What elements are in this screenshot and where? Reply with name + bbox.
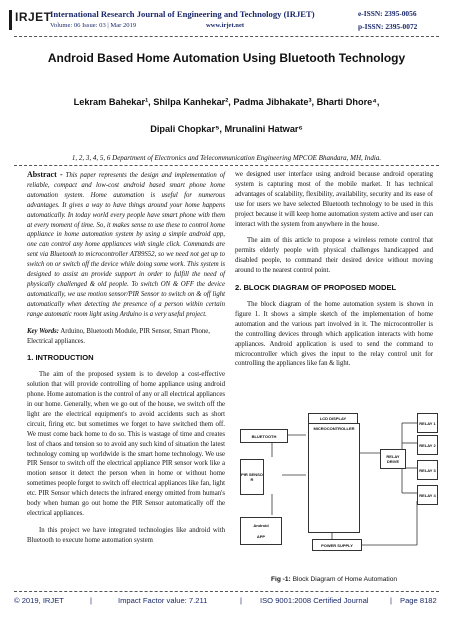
intro-heading: 1. INTRODUCTION [27, 353, 94, 363]
figure-caption-text: Block Diagram of Home Automation [292, 576, 398, 583]
page-footer [0, 592, 453, 612]
microcontroller-block: MICROCONTROLLER [308, 423, 360, 533]
relay-1-block: RELAY 1 [417, 413, 438, 433]
abstract-text: This paper represents the design and implementation of reliable, compact and low-cost android based smart phone home automation system. Home automation is useful for numerous advantages. It gives a way to have things around your home happens automatically. In today world every people have smart phone with them at every moment of time. So, it makes sense to use these to control home appliance in home automation system by using a simple android app, one can control any home appliances with single click. Commands are sent via Bluetooth to microcontroller AT89S52, so we need not get up to switch on or switch off the device while doing some work. This system is designed to assist an provide support in order to fulfill the need of physically challenged & old people. To switch ON & OFF the device automatically, we use motion sensor/PIR Sensor to switch on & off light automatically when detecting the presence of a person within certain range automatic room light using Arduino is a very useful project. [27, 172, 226, 318]
relay-drive-block: RELAY DRIVE [380, 449, 406, 469]
app-label: APP [256, 534, 266, 539]
header-divider [14, 36, 439, 37]
power-supply-block: POWER SUPPLY [312, 539, 362, 551]
bluetooth-block: BLUETOOTH [240, 429, 288, 443]
footer-page-number: Page 8182 [400, 596, 437, 605]
abstract-label: Abstract - [27, 170, 63, 179]
left-column [27, 170, 225, 546]
android-label: Android [253, 523, 269, 528]
affiliation-divider [14, 165, 439, 166]
relay-4-block: RELAY 4 [417, 485, 438, 505]
relay-2-block: RELAY 2 [417, 435, 438, 455]
abstract [27, 170, 225, 320]
android-app-block [240, 517, 282, 545]
keywords-label: Key Words: [27, 327, 60, 335]
figure-label: Fig -1: [270, 576, 291, 583]
figure-caption [235, 576, 433, 583]
eissn: e-ISSN: 2395-0056 [358, 9, 417, 18]
authors-line-1: Lekram Bahekar¹, Shilpa Kanhekar², Padma Jibhakate³, Bharti Dhore⁴, [73, 97, 380, 107]
footer-separator: | [240, 596, 242, 605]
keywords [27, 327, 225, 347]
pissn: p-ISSN: 2395-0072 [358, 22, 418, 31]
block-diagram-paragraph: The block diagram of the home automation system is shown in figure 1. It shows a simple sketch of the implementation of home automation and the various part involved in it. The microcontroller is the controlling devices through which application interacts with home appliances. Android application is used to send the command to microcontroller which gives the input to the relay control unit for controlling the appliances like fan & light. [235, 300, 433, 368]
footer-separator: | [90, 596, 92, 605]
footer-separator: | [390, 596, 392, 605]
intro-paragraph-2: In this project we have integrated technologies like android with Bluetooth to execute home automation system [27, 526, 225, 544]
footer-iso: ISO 9001:2008 Certified Journal [260, 596, 369, 605]
affiliation: 1, 2, 3, 4, 5, 6 Department of Electronics and Telecommunication Engineering MPCOE Bhandara, MH, India. [71, 154, 382, 162]
authors-line-2: Dipali Chopkar⁵, Mrunalini Hatwar⁶ [150, 124, 303, 134]
right-column [235, 170, 433, 369]
pir-sensor-block: PIR SENSO R [240, 459, 264, 495]
block-diagram [232, 413, 438, 573]
journal-name: International Research Journal of Engineering and Technology (IRJET) [50, 9, 315, 19]
block-diagram-heading: 2. BLOCK DIAGRAM OF PROPOSED MODEL [235, 283, 397, 293]
keywords-text: Arduino, Bluetooth Module, PIR Sensor, Smart Phone, Electrical appliances. [27, 327, 211, 345]
volume-line: Volume: 06 Issue: 03 | Mar 2019 [50, 22, 137, 29]
paper-title: Android Based Home Automation Using Bluetooth Technology [47, 51, 406, 65]
lcd-display-block: LCD DISPLAY [308, 413, 358, 424]
journal-website[interactable]: www.irjet.net [206, 22, 245, 29]
relay-3-block: RELAY 3 [417, 460, 438, 480]
journal-header [0, 0, 453, 40]
right-paragraph-1: we designed user interface using android because android operating system is capturing most of the mobile market. It has technical advantages of scalability, flexibility, availability, security and its ease of use for users we have selected Bluetooth technology to be used in this project because it will keep home automation system active and user can interact with the system from anywhere in the house. [235, 171, 433, 228]
intro-paragraph-1: The aim of the proposed system is to develop a cost-effective solution that will provide controlling of home appliance using android phone. Home automation is the control of any or all electrical appliances in our home. Generally, when we go out of the house, we switch off the light are the electrical equipment's to avoid accidents such as short circuit, firing etc. but sometimes we forget to have switched them off. We must come back home to do so. This is wastage of time and creates lost of chaos and tension so to avoid any such kind of situation the latest technology coming up worldwide is the smart home technology. We use PIR Sensor to switch off the electrical appliance PIR sensor work like a motion sensor it detect the person when in home or without home sometimes people forget to switch off electrical appliances like fan, light etc. PIR Sensor which detects the infrared energy omitted from human's body when human go out home the PIR Sensor automatically off the electrical appliances. [27, 371, 225, 517]
logo-bar [9, 10, 12, 30]
footer-copyright: © 2019, IRJET [14, 596, 64, 605]
right-paragraph-2: The aim of this article to propose a wireless remote control that permits elderly people with physical challenges handicapped and disabled people, to command their desired device without moving around to the nearest control point. [235, 237, 433, 275]
footer-impact-factor: Impact Factor value: 7.211 [118, 596, 208, 605]
journal-logo: IRJET [15, 10, 52, 24]
